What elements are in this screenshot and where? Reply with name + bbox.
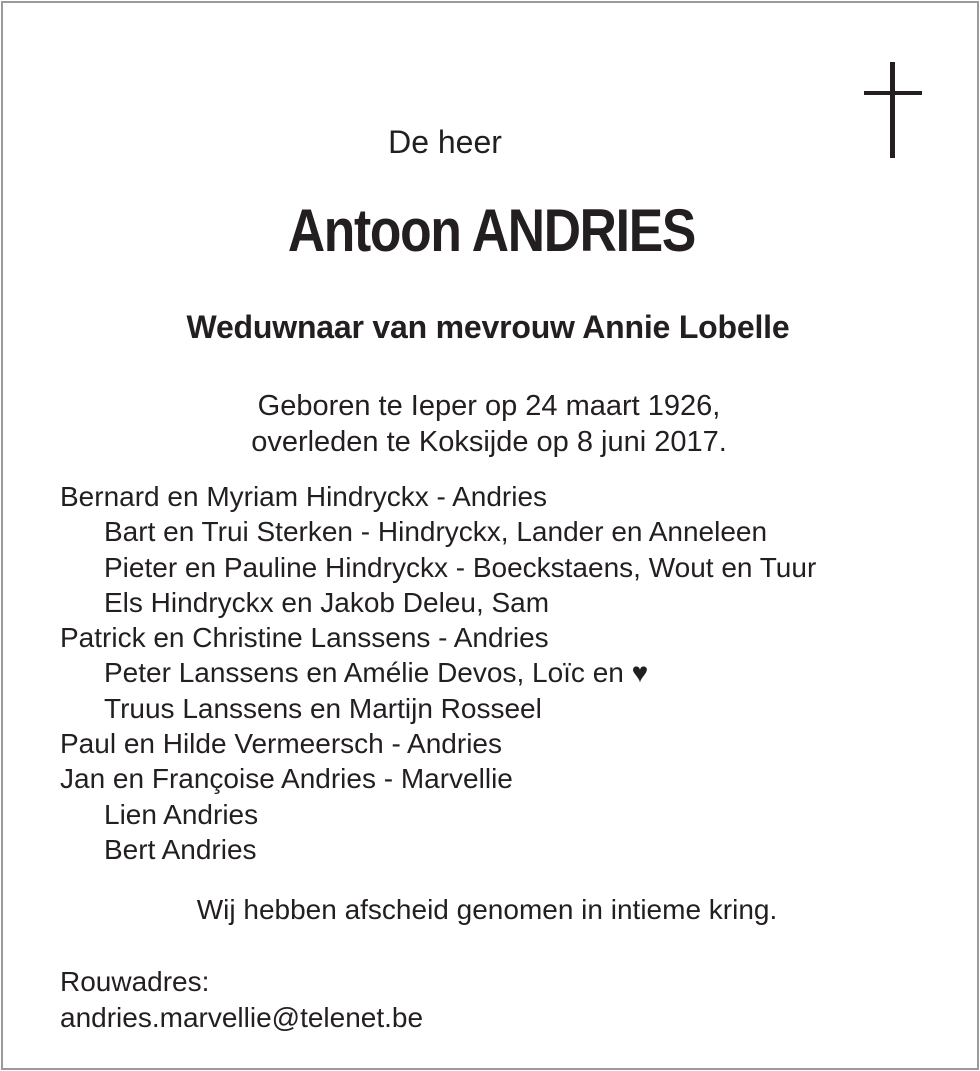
address-email[interactable]: andries.marvellie@telenet.be [60, 1002, 424, 1033]
family-row: Bart en Trui Sterken - Hindryckx, Lander en Anneleen [104, 516, 768, 548]
family-row: Pieter en Pauline Hindryckx - Boeckstaens, Wout en Tuur [104, 551, 817, 583]
family-row: Peter Lanssens en Amélie Devos, Loïc en ♥ [104, 657, 649, 689]
mourning-address [60, 964, 423, 1036]
life-dates [0, 388, 979, 460]
deceased-name: Antoon ANDRIES [287, 197, 695, 264]
family-list [60, 479, 816, 867]
title-prefix: De heer [388, 124, 502, 160]
family-row: Bert Andries [104, 833, 257, 865]
family-row: Els Hindryckx en Jakob Deleu, Sam [104, 586, 550, 618]
address-label: Rouwadres: [60, 966, 210, 997]
family-row: Truus Lanssens en Martijn Rosseel [104, 692, 542, 724]
family-row: Paul en Hilde Vermeersch - Andries [60, 728, 502, 760]
family-row: Jan en Françoise Andries - Marvellie [60, 763, 513, 795]
family-row: Lien Andries [104, 798, 259, 830]
family-row: Bernard en Myriam Hindryckx - Andries [60, 481, 548, 512]
cross-horizontal-bar [864, 91, 922, 95]
born-line: Geboren te Ieper op 24 maart 1926, [257, 390, 721, 422]
farewell-text: Wij hebben afscheid genomen in intieme kring. [196, 894, 778, 925]
died-line: overleden te Koksijde op 8 juni 2017. [251, 426, 727, 458]
widower-subtitle: Weduwnaar van mevrouw Annie Lobelle [186, 309, 790, 345]
family-row: Patrick en Christine Lanssens - Andries [60, 622, 549, 654]
